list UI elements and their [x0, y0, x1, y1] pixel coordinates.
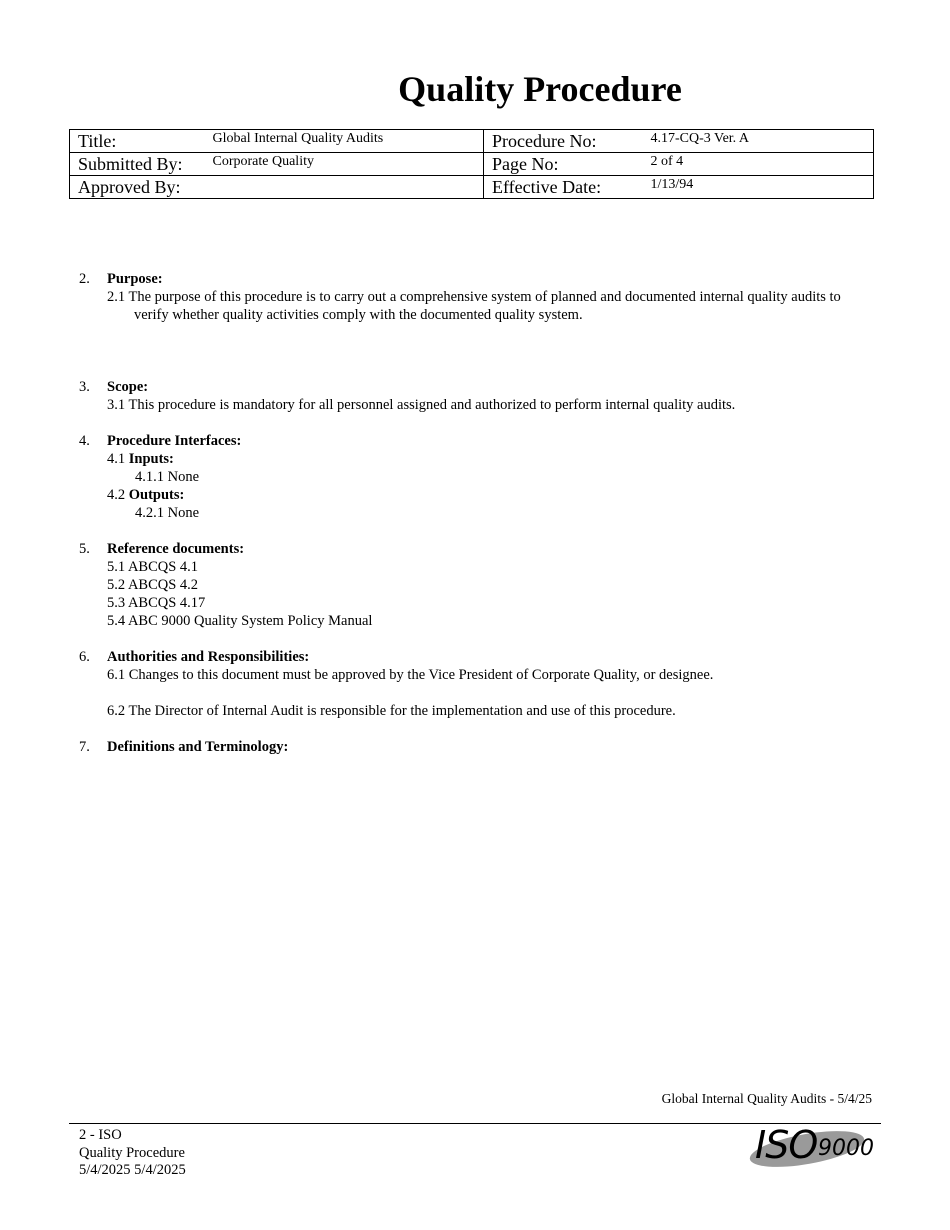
effective-date-value: 1/13/94 — [651, 176, 874, 199]
footer-document-title: Global Internal Quality Audits - 5/4/25 — [661, 1091, 872, 1106]
section-number: 6. — [79, 649, 90, 665]
effective-date-label: Effective Date: — [484, 176, 651, 199]
section-purpose — [0, 270, 950, 324]
procedure-no-value: 4.17-CQ-3 Ver. A — [651, 130, 874, 153]
footer-info — [79, 1127, 186, 1180]
outputs-line — [107, 486, 867, 504]
outputs-item: 4.2.1 None — [135, 505, 200, 521]
document-body — [0, 270, 950, 756]
submitted-by-label: Submitted By: — [70, 153, 213, 176]
page-title: Quality Procedure — [398, 69, 682, 109]
reference-item: 5.3 ABCQS 4.17 — [107, 595, 206, 611]
procedure-no-label: Procedure No: — [484, 130, 651, 153]
outputs-number: 4.2 — [107, 487, 126, 503]
reference-item: 5.1 ABCQS 4.1 — [107, 559, 199, 575]
section-paragraph: 2.1 The purpose of this procedure is to carry out a comprehensive system of planned and documented internal quality audits to verify whether quality activities comply with the documented quality system. — [107, 289, 841, 323]
submitted-by-value: Corporate Quality — [213, 153, 484, 176]
section-heading: Definitions and Terminology: — [107, 739, 289, 755]
section-heading: Scope: — [107, 379, 149, 395]
reference-item: 5.2 ABCQS 4.2 — [107, 577, 199, 593]
footer-page-ref: 2 - ISO — [79, 1127, 122, 1143]
inputs-item: 4.1.1 None — [135, 469, 200, 485]
header-row-title — [70, 130, 874, 153]
section-heading: Purpose: — [107, 271, 163, 287]
section-number: 4. — [79, 433, 90, 449]
section-number: 7. — [79, 739, 90, 755]
section-authorities — [0, 648, 950, 720]
header-table — [69, 129, 874, 199]
section-number: 5. — [79, 541, 90, 557]
iso-9000-logo — [745, 1122, 875, 1172]
approved-by-label: Approved By: — [70, 176, 213, 199]
section-heading: Authorities and Responsibilities: — [107, 649, 310, 665]
section-paragraph: 6.1 Changes to this document must be approved by the Vice President of Corporate Quality, or designee. — [107, 667, 714, 683]
inputs-number: 4.1 — [107, 451, 126, 467]
inputs-line — [107, 450, 867, 468]
section-heading: Procedure Interfaces: — [107, 433, 242, 449]
section-interfaces — [0, 432, 950, 522]
footer-dates: 5/4/2025 5/4/2025 — [79, 1162, 186, 1178]
section-heading: Reference documents: — [107, 541, 245, 557]
section-scope — [0, 378, 950, 414]
reference-item: 5.4 ABC 9000 Quality System Policy Manual — [107, 613, 373, 629]
outputs-label: Outputs: — [128, 487, 185, 503]
header-row-submitted — [70, 153, 874, 176]
section-definitions — [0, 738, 950, 756]
section-number: 3. — [79, 379, 90, 395]
footer-doc-type: Quality Procedure — [79, 1144, 185, 1161]
logo-9000-text: 9000 — [818, 1136, 874, 1161]
page-no-value: 2 of 4 — [651, 153, 874, 176]
header-row-approved — [70, 176, 874, 199]
title-value: Global Internal Quality Audits — [213, 130, 484, 153]
section-paragraph: 6.2 The Director of Internal Audit is responsible for the implementation and use of this procedure. — [107, 703, 676, 719]
inputs-label: Inputs: — [128, 451, 174, 467]
logo-iso-text: ISO — [755, 1123, 818, 1167]
section-references — [0, 540, 950, 630]
section-paragraph: 3.1 This procedure is mandatory for all personnel assigned and authorized to perform internal quality audits. — [107, 397, 736, 413]
title-label: Title: — [70, 130, 213, 153]
approved-by-value — [213, 176, 484, 199]
section-number: 2. — [79, 271, 90, 287]
page-no-label: Page No: — [484, 153, 651, 176]
